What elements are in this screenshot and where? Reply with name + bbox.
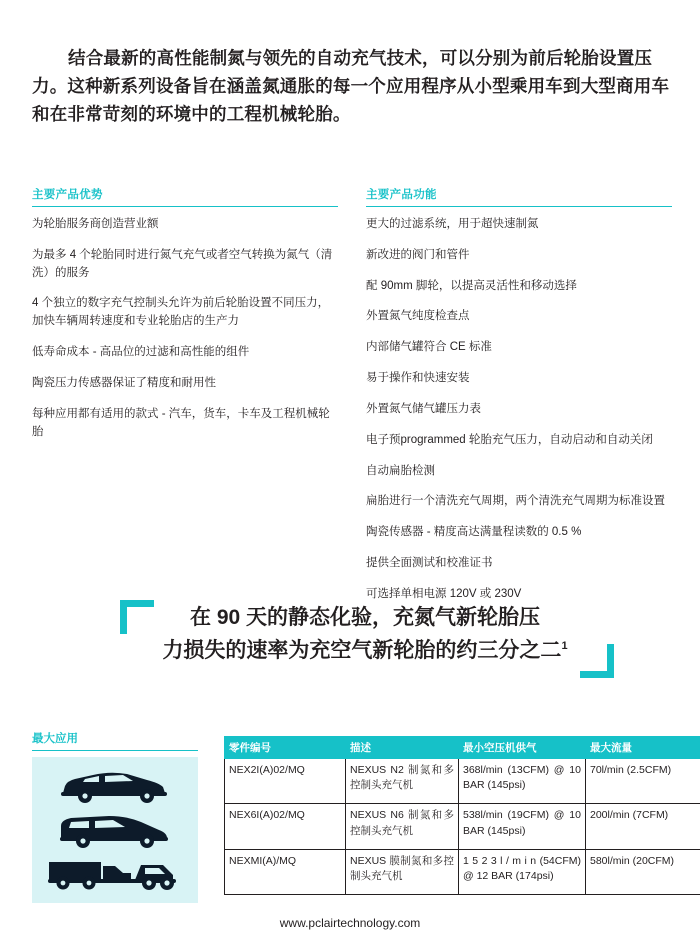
- list-item: 外置氮气储气罐压力表: [366, 402, 481, 415]
- list-item: 4 个独立的数字充气控制头允许为前后轮胎设置不同压力，加快车辆周转速度和专业轮胎店的生产力: [32, 297, 330, 328]
- pull-quote-text: [130, 602, 600, 667]
- vehicle-row-truck: [32, 851, 198, 895]
- spec-table-wrap: [224, 736, 675, 895]
- cell-part: NEX2I(A)02/MQ: [225, 759, 346, 804]
- list-item: 外置氮气纯度检查点: [366, 310, 470, 323]
- cell-min-supply: 368l/min (13CFM) @ 10 BAR (145psi): [459, 759, 586, 804]
- benefits-features-columns: [32, 186, 672, 617]
- cell-part: NEXMI(A)/MQ: [225, 849, 346, 894]
- applications-heading: 最大应用: [32, 730, 198, 751]
- list-item: 每种应用都有适用的款式 - 汽车，货车，卡车及工程机械轮胎: [32, 407, 330, 438]
- footnote-marker: 1: [561, 639, 568, 652]
- benefits-column: [32, 186, 338, 617]
- column-header-max-flow: 最大流量: [586, 737, 700, 759]
- list-item: 陶瓷传感器 - 精度高达满量程读数的 0.5 %: [366, 526, 582, 539]
- van-icon: [55, 810, 175, 848]
- list-item: 更大的过滤系统，用于超快速制氮: [366, 218, 539, 230]
- cell-min-supply: 538l/min (19CFM) @ 10 BAR (145psi): [459, 804, 586, 849]
- cell-min-supply: 1 5 2 3 l / m i n (54CFM) @ 12 BAR (174psi): [459, 849, 586, 894]
- table-row: [225, 759, 700, 804]
- column-header-description: 描述: [346, 737, 459, 759]
- list-item: 内部储气罐符合 CE 标准: [366, 341, 492, 354]
- cell-description: NEXUS N6 制氮和多控制头充气机: [346, 804, 459, 849]
- column-header-min-supply: 最小空压机供气: [459, 737, 586, 759]
- footer-url[interactable]: www.pclairtechnology.com: [279, 916, 421, 930]
- list-item: 配 90mm 脚轮，以提高灵活性和移动选择: [366, 279, 577, 292]
- intro-paragraph: 结合最新的高性能制氮与领先的自动充气技术，可以分别为前后轮胎设置压力。这种新系列设备旨在涵盖氮通胀的每一个应用程序从小型乘用车到大型商用车和在非常苛刻的环境中的工程机械轮胎。: [32, 47, 670, 125]
- cell-max-flow: 580l/min (20CFM): [586, 849, 700, 894]
- table-row: [225, 804, 700, 849]
- list-item: 电子预programmed 轮胎充气压力，自动启动和自动关闭: [366, 433, 653, 446]
- list-item: 陶瓷压力传感器保证了精度和耐用性: [32, 376, 216, 389]
- spec-table: [224, 736, 700, 895]
- cell-description: NEXUS 膜制氮和多控制头充气机: [346, 849, 459, 894]
- table-row: [225, 849, 700, 894]
- list-item: 扁胎进行一个清洗充气周期，两个清洗充气周期为标准设置: [366, 495, 665, 508]
- cell-max-flow: 200l/min (7CFM): [586, 804, 700, 849]
- list-item: 低寿命成本 - 高品位的过滤和高性能的组件: [32, 346, 250, 359]
- features-column: [366, 186, 672, 617]
- list-item: 可选择单相电源 120V 或 230V: [366, 587, 522, 600]
- pull-quote-line-2: 力损失的速率为充空气新轮胎的约三分之二: [162, 638, 562, 662]
- list-item: 为最多 4 个轮胎同时进行氮气充气或者空气转换为氮气（清洗）的服务: [32, 248, 333, 279]
- benefits-heading: 主要产品优势: [32, 186, 338, 207]
- vehicle-row-car: [32, 763, 198, 807]
- column-header-part: 零件编号: [225, 737, 346, 759]
- vehicle-illustrations: [32, 757, 198, 903]
- list-item: 新改进的阀门和管件: [366, 248, 470, 261]
- list-item: 易于操作和快速安装: [366, 372, 470, 385]
- cell-description: NEXUS N2 制氮和多控制头充气机: [346, 759, 459, 804]
- pull-quote-line-1: 在 90 天的静态化验，充氮气新轮胎压: [189, 606, 541, 629]
- vehicle-row-van: [32, 807, 198, 851]
- applications-block: [32, 730, 212, 903]
- list-item: 自动扁胎检测: [366, 464, 435, 477]
- features-heading: 主要产品功能: [366, 186, 672, 207]
- benefits-list: [32, 216, 338, 441]
- list-item: 提供全面测试和校准证书: [366, 556, 493, 569]
- features-list: [366, 216, 672, 604]
- table-header-row: [225, 737, 700, 759]
- car-icon: [55, 766, 175, 804]
- cell-part: NEX6I(A)02/MQ: [225, 804, 346, 849]
- pull-quote: [60, 600, 650, 692]
- truck-icon: [45, 853, 185, 893]
- list-item: 为轮胎服务商创造营业额: [32, 218, 159, 230]
- cell-max-flow: 70l/min (2.5CFM): [586, 759, 700, 804]
